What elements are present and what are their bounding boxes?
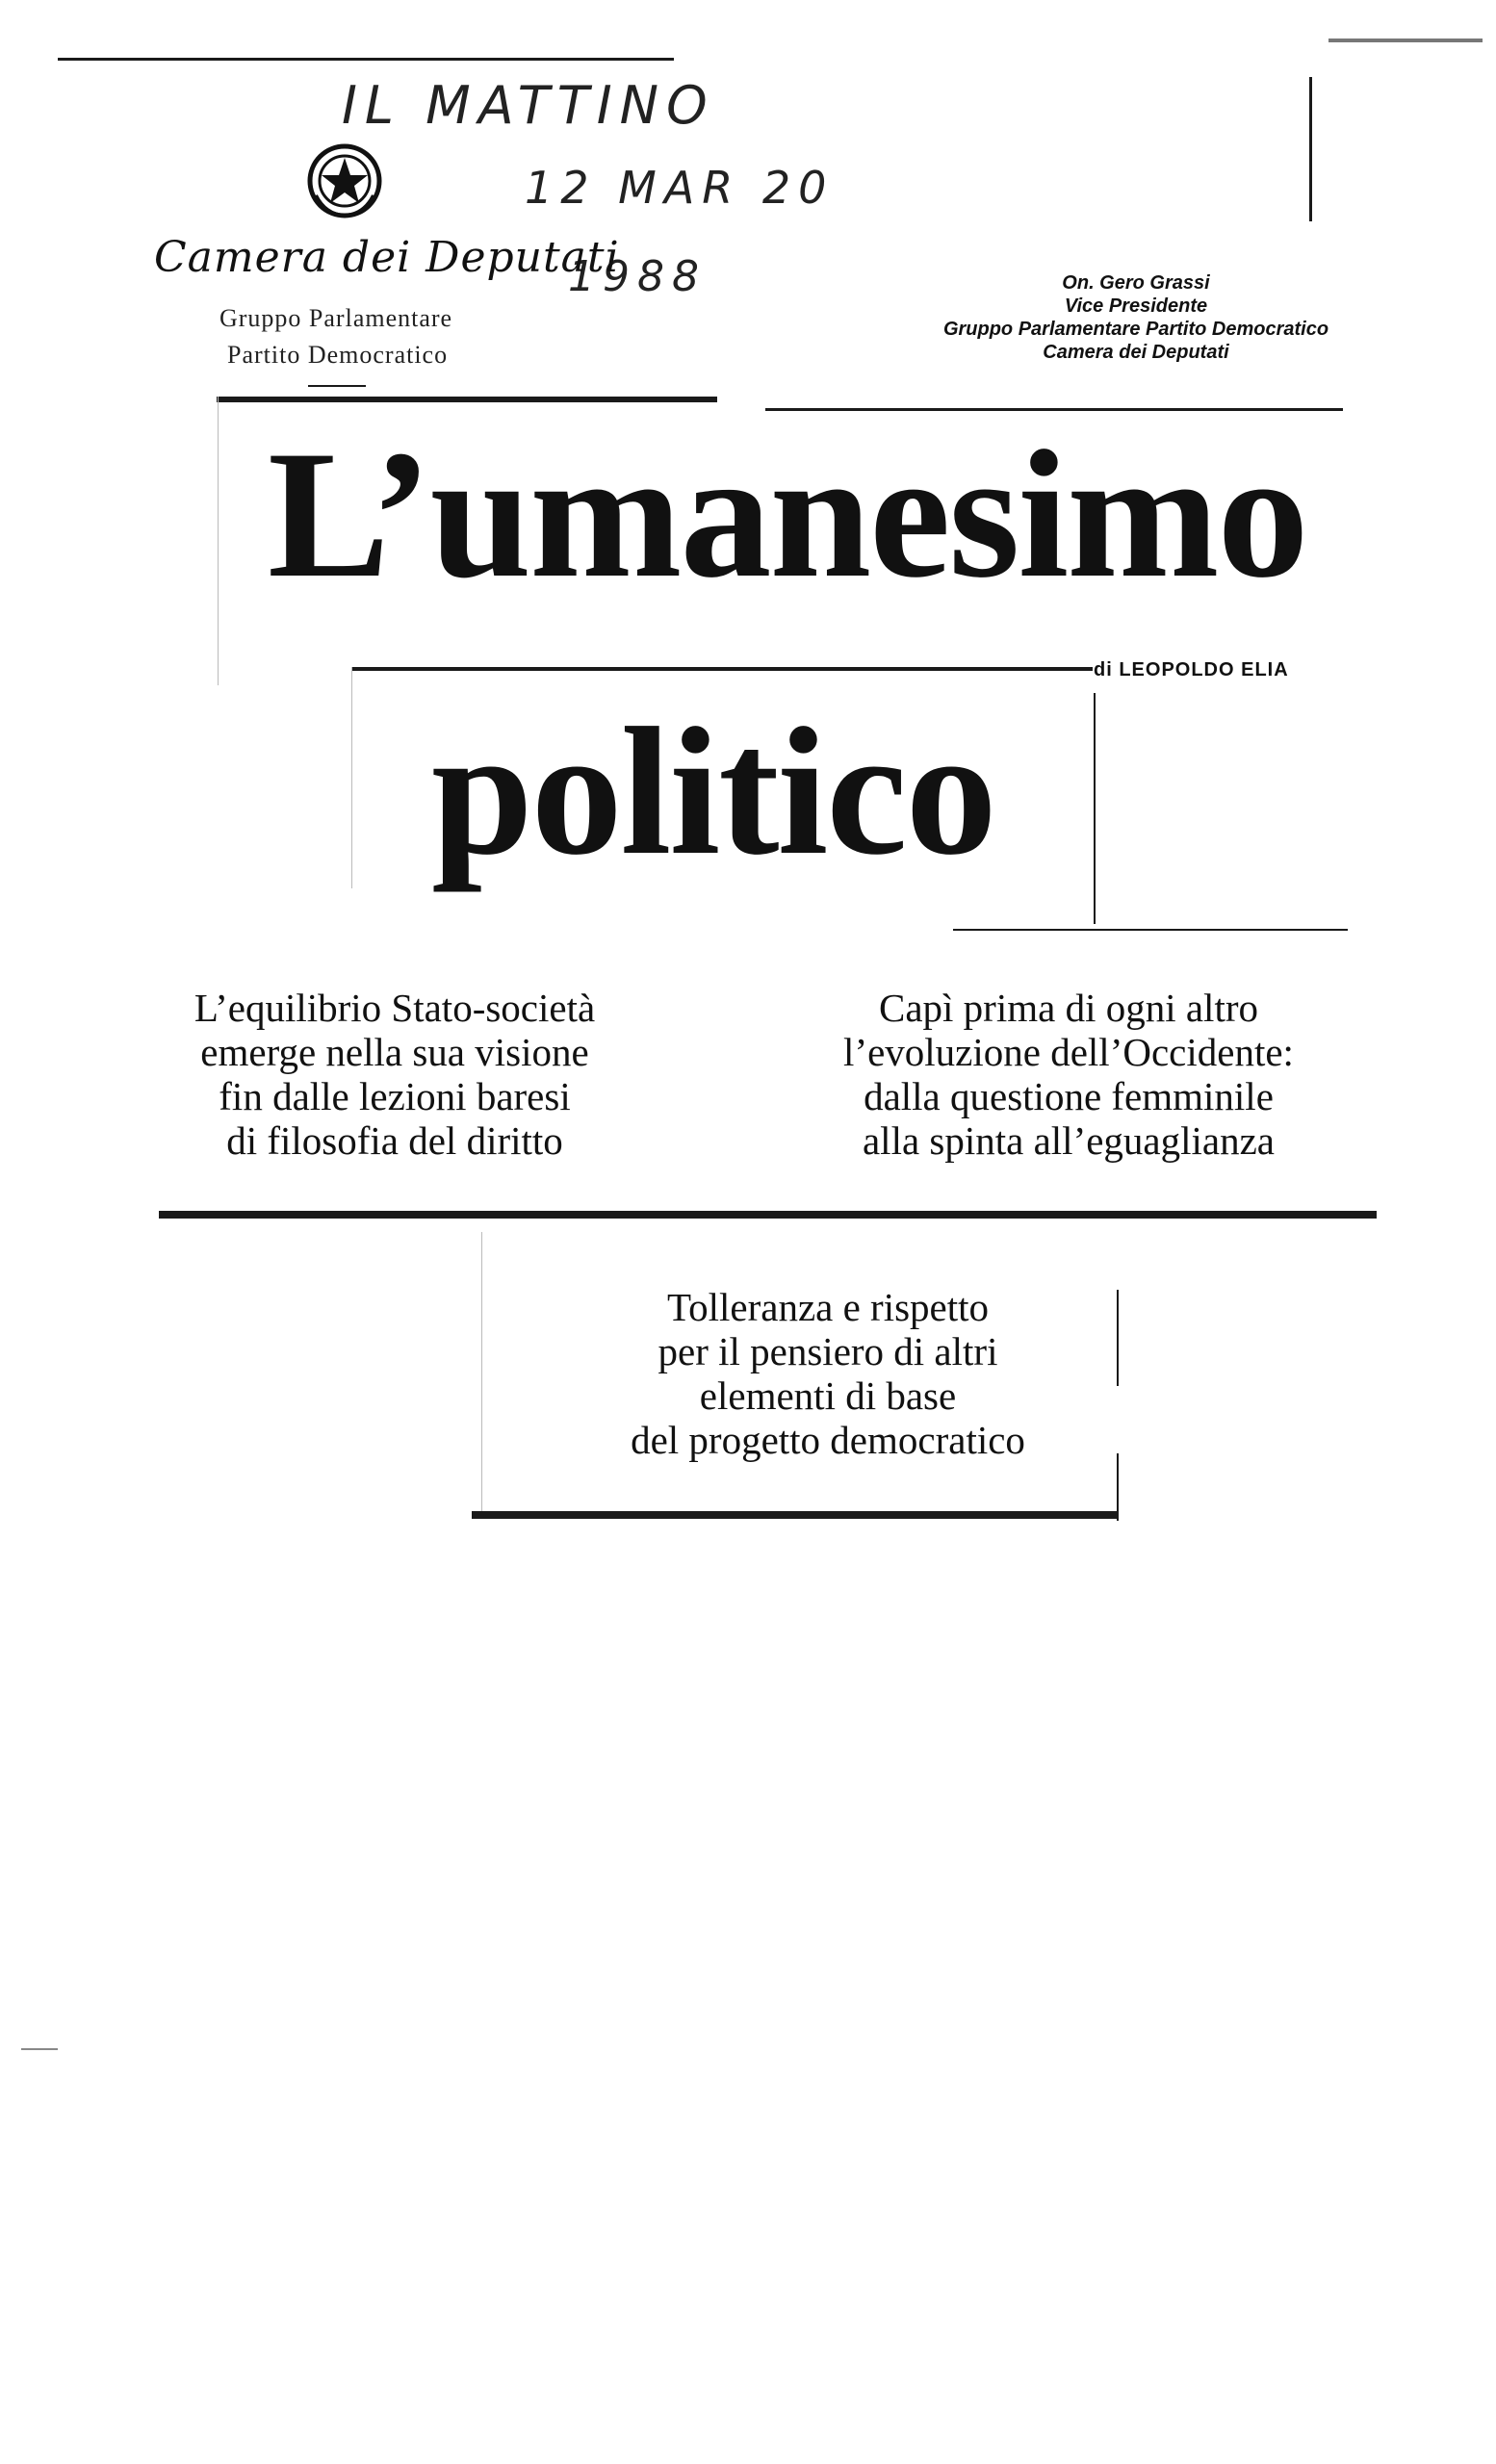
right-margin-mark — [1309, 77, 1312, 221]
deck-bottom-line: elementi di base — [699, 1373, 957, 1418]
deck-left-line: fin dalle lezioni baresi — [219, 1074, 571, 1118]
group-line-party: Partito Democratico — [227, 341, 449, 369]
headline-line-2: politico — [431, 691, 995, 893]
deck-bottom-line: Tolleranza e rispetto — [666, 1285, 990, 1329]
handwritten-newspaper-name: IL MATTINO — [342, 75, 715, 136]
deck-left — [144, 986, 645, 1163]
top-rule — [58, 58, 674, 61]
bottom-box-left-edge — [481, 1232, 482, 1511]
sender-role: Vice Presidente — [1064, 295, 1208, 317]
sender-block — [905, 271, 1367, 364]
italian-republic-emblem-icon — [306, 142, 383, 219]
byline-box-right — [1094, 693, 1096, 924]
deck-left-line: emerge nella sua visione — [200, 1030, 589, 1074]
deck-right-line: alla spinta all’eguaglianza — [862, 1118, 1276, 1163]
deck-right-line: dalla questione femminile — [864, 1074, 1274, 1118]
headline-line-1: L’umanesimo — [268, 414, 1307, 616]
left-margin-scan-mark — [21, 2048, 58, 2050]
deck-bottom-line: per il pensiero di altri — [658, 1329, 998, 1373]
letterhead-underline — [308, 385, 366, 387]
bottom-box-rule — [472, 1511, 1119, 1519]
clipping-left-edge — [218, 397, 219, 685]
deck-right-line: Capì prima di ogni altro — [879, 986, 1258, 1030]
bottom-box-right-edge — [1117, 1290, 1119, 1386]
byline-box-left — [351, 667, 352, 888]
institution-name: Camera dei Deputati — [154, 233, 620, 282]
deck-left-line: L’equilibrio Stato-società — [193, 986, 596, 1030]
sender-chamber: Camera dei Deputati — [1043, 342, 1229, 363]
sender-group: Gruppo Parlamentare Partito Democratico — [942, 319, 1329, 340]
deck-divider-rule — [159, 1211, 1377, 1219]
deck-bottom — [558, 1285, 1097, 1462]
byline: di LEOPOLDO ELIA — [1094, 659, 1289, 680]
handwritten-year: 1988 — [568, 252, 707, 301]
clipping-top-rule-right — [765, 408, 1343, 411]
headline-bottom-rule — [953, 929, 1348, 931]
sender-name: On. Gero Grassi — [1062, 272, 1210, 294]
clipping-top-rule-left — [217, 397, 717, 402]
handwritten-date: 12 MAR 20 — [525, 162, 835, 214]
deck-right-line: l’evoluzione dell’Occidente: — [843, 1030, 1294, 1074]
group-line-parliamentary: Gruppo Parlamentare — [219, 304, 453, 332]
top-right-scan-edge — [1328, 38, 1483, 42]
deck-left-line: di filosofia del diritto — [226, 1118, 563, 1163]
byline-rule — [351, 667, 1093, 671]
deck-right — [789, 986, 1348, 1163]
deck-bottom-line: del progetto democratico — [631, 1418, 1025, 1462]
